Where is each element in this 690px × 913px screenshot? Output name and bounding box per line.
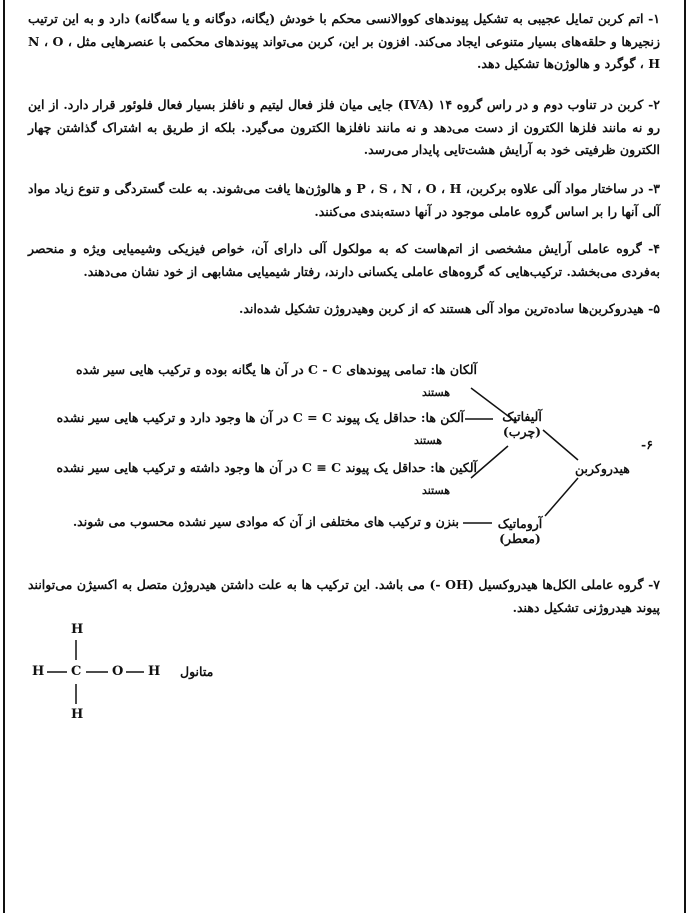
methanol-c: C: [71, 664, 82, 679]
aliphatic-label-line2: (چرب): [502, 424, 542, 439]
paragraph-1: ۱- اتم کربن تمایل عجیبی به تشکیل پیوندهای کووالانسی محکم با خودش (یگانه، دوگانه و یا سه‌گانه) دارد و به این ترتیب زنجیرها و حلقه‌های بسیار متنوعی ایجاد می‌کند. افزون بر این، کربن می‌تواند پیوندهای محکمی با عنصرهایی مثل N ، O ، H ، گوگرد و هالوژن‌ها تشکیل دهد.: [28, 11, 660, 71]
methanol-h-left: H: [32, 664, 45, 679]
alkyne-text: آلکین ها: حداقل یک پیوند C ≡ C در آن ها وجود داشته و ترکیب هایی سیر نشده: [56, 460, 477, 475]
alkane-cont: هستند: [421, 386, 450, 399]
paragraph-5: ۵- هیدروکربن‌ها ساده‌ترین مواد آلی هستند که از کربن وهیدروژن تشکیل شده‌اند.: [238, 301, 660, 316]
methanol-h-bottom: H: [71, 707, 84, 722]
paragraph-7: ۷- گروه عاملی الکل‌ها هیدروکسیل (OH -) می باشد. این ترکیب ها به علت داشتن هیدروژن متصل به اکسیژن می‌توانند پیوند هیدروژنی تشکیل دهند.: [28, 577, 660, 615]
aliphatic-label: [492, 409, 552, 439]
alkene-text: آلکن ها: حداقل یک پیوند C = C در آن ها وجود دارد و ترکیب هایی سیر نشده: [56, 410, 464, 425]
methanol-h-top: H: [71, 622, 84, 637]
item-number-6: ۶-: [641, 437, 653, 452]
alkyne-cont: هستند: [421, 484, 450, 497]
methanol-label: متانول: [180, 664, 214, 679]
methanol-o: O: [112, 664, 124, 679]
aromatic-label-line2: (معطر): [499, 531, 541, 546]
alkene-cont: هستند: [413, 434, 442, 447]
methanol-structure: [30, 622, 230, 732]
methanol-h-right: H: [148, 664, 161, 679]
hydrocarbon-root: هیدروکربن: [575, 461, 630, 476]
aromatic-label: [490, 516, 550, 546]
aliphatic-label-line1: آلیفاتیک: [502, 409, 542, 424]
paragraph-2: ۲- کربن در تناوب دوم و در راس گروه ۱۴ (IVA) جایی میان فلز فعال لیتیم و نافلز بسیار فعال فلوئور قرار دارد. از این رو نه مانند فلزها الکترون از دست می‌دهد و نه مانند نافلزها الکترون می‌گیرد. بلکه از طریق به اشتراک گذاشتن چهار الکترون ظرفیتی خود به آرایش هشت‌تایی پایدار می‌رسد.: [28, 97, 660, 157]
paragraph-4: ۴- گروه عاملی آرایش مشخصی از اتم‌هاست که به مولکول آلی دارای آن، خواص فیزیکی وشیمیایی ویژه و منحصر به‌فردی می‌بخشد. ترکیب‌هایی که گروه‌های عاملی یکسانی دارند، رفتار شیمیایی مشابهی از خود نشان می‌دهند.: [28, 241, 660, 279]
aromatic-label-line1: آروماتیک: [497, 516, 543, 531]
paragraph-3: ۳- در ساختار مواد آلی علاوه برکربن، P ، S ، N ، O ، H و هالوژن‌ها یافت می‌شوند. به علت گستردگی و تنوع زیاد مواد آلی آنها را بر اساس گروه عاملی موجود در آنها دسته‌بندی می‌کنند.: [28, 181, 660, 219]
alkane-text: آلکان ها: تمامی پیوندهای C - C در آن ها یگانه بوده و ترکیب هایی سیر شده: [76, 362, 477, 377]
aromatic-text: بنزن و ترکیب های مختلفی از آن که موادی سیر نشده محسوب می شوند.: [72, 514, 459, 529]
